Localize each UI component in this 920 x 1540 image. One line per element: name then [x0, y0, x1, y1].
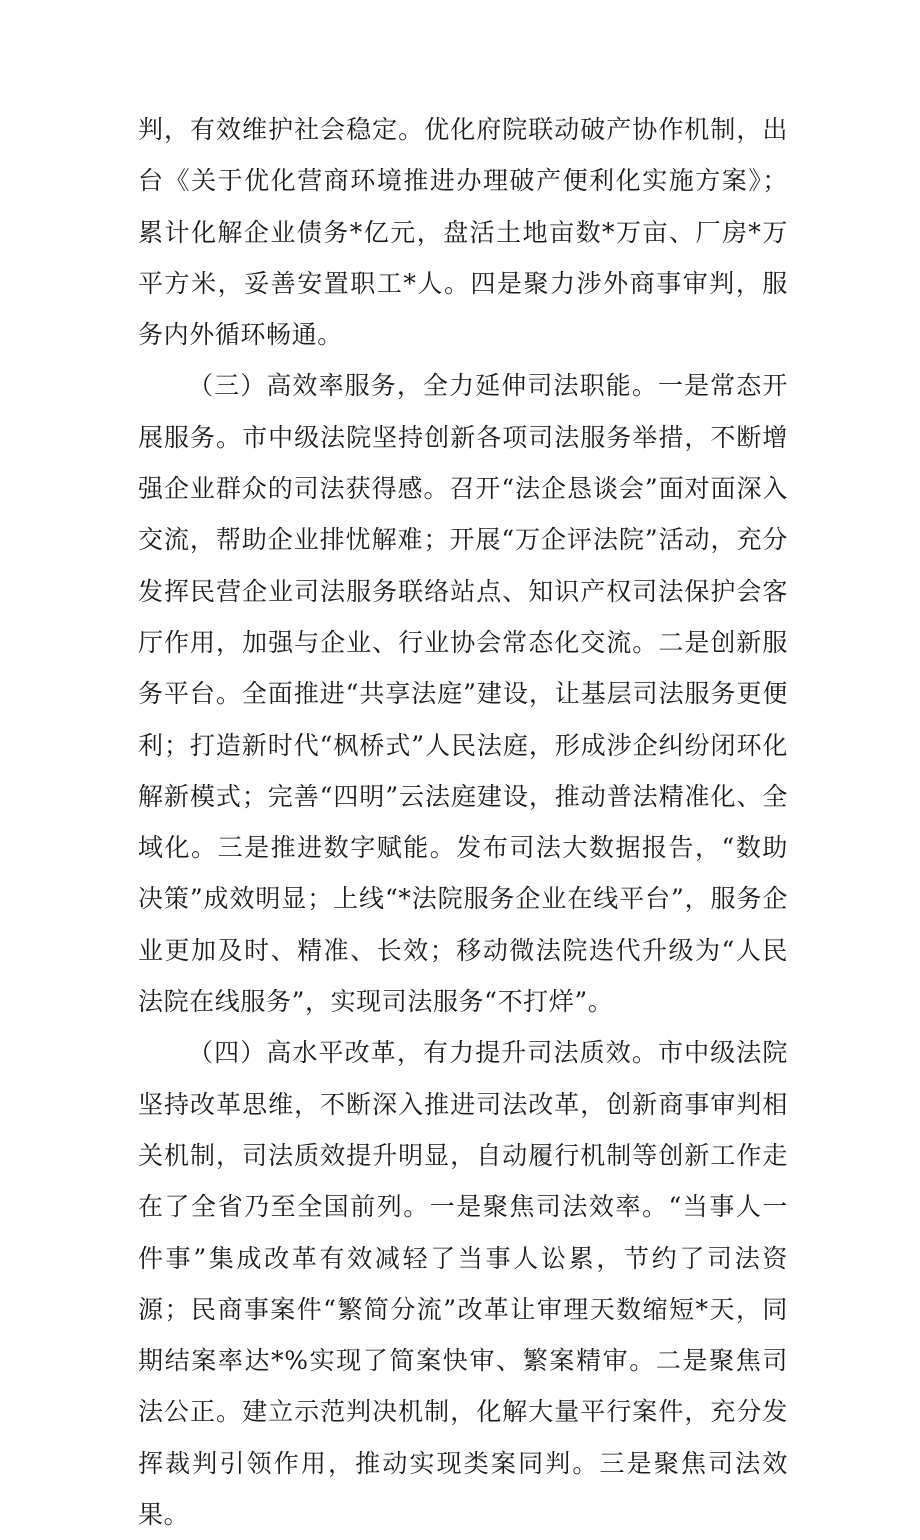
paragraph-continuation: 判，有效维护社会稳定。优化府院联动破产协作机制，出台《关于优化营商环境推进办理破产便利化实施方案》；累计化解企业债务*亿元，盘活土地亩数*万亩、厂房*万平方米，妥善安置职工*人。四是聚力涉外商事审判，服务内外循环畅通。	[138, 115, 788, 350]
document-body	[138, 104, 788, 1540]
paragraph-section-four: （四）高水平改革，有力提升司法质效。市中级法院坚持改革思维，不断深入推进司法改革，创新商事审判相关机制，司法质效提升明显，自动履行机制等创新工作走在了全省乃至全国前列。一是聚焦司法效率。“当事人一件事”集成改革有效减轻了当事人讼累，节约了司法资源；民商事案件“繁简分流”改革让审理天数缩短*天，同期结案率达*%实现了简案快审、繁案精审。二是聚焦司法公正。建立示范判决机制，化解大量平行案件，充分发挥裁判引领作用，推动实现类案同判。三是聚焦司法效果。	[138, 1038, 788, 1530]
paragraph-section-three: （三）高效率服务，全力延伸司法职能。一是常态开展服务。市中级法院坚持创新各项司法服务举措，不断增强企业群众的司法获得感。召开“法企恳谈会”面对面深入交流，帮助企业排忧解难；开展“万企评法院”活动，充分发挥民营企业司法服务联络站点、知识产权司法保护会客厅作用，加强与企业、行业协会常态化交流。二是创新服务平台。全面推进“共享法庭”建设，让基层司法服务更便利；打造新时代“枫桥式”人民法庭，形成涉企纠纷闭环化解新模式；完善“四明”云法庭建设，推动普法精准化、全域化。三是推进数字赋能。发布司法大数据报告，“数助决策”成效明显；上线“*法院服务企业在线平台”，服务企业更加及时、精准、长效；移动微法院迭代升级为“人民法院在线服务”，实现司法服务“不打烊”。	[138, 371, 788, 1017]
